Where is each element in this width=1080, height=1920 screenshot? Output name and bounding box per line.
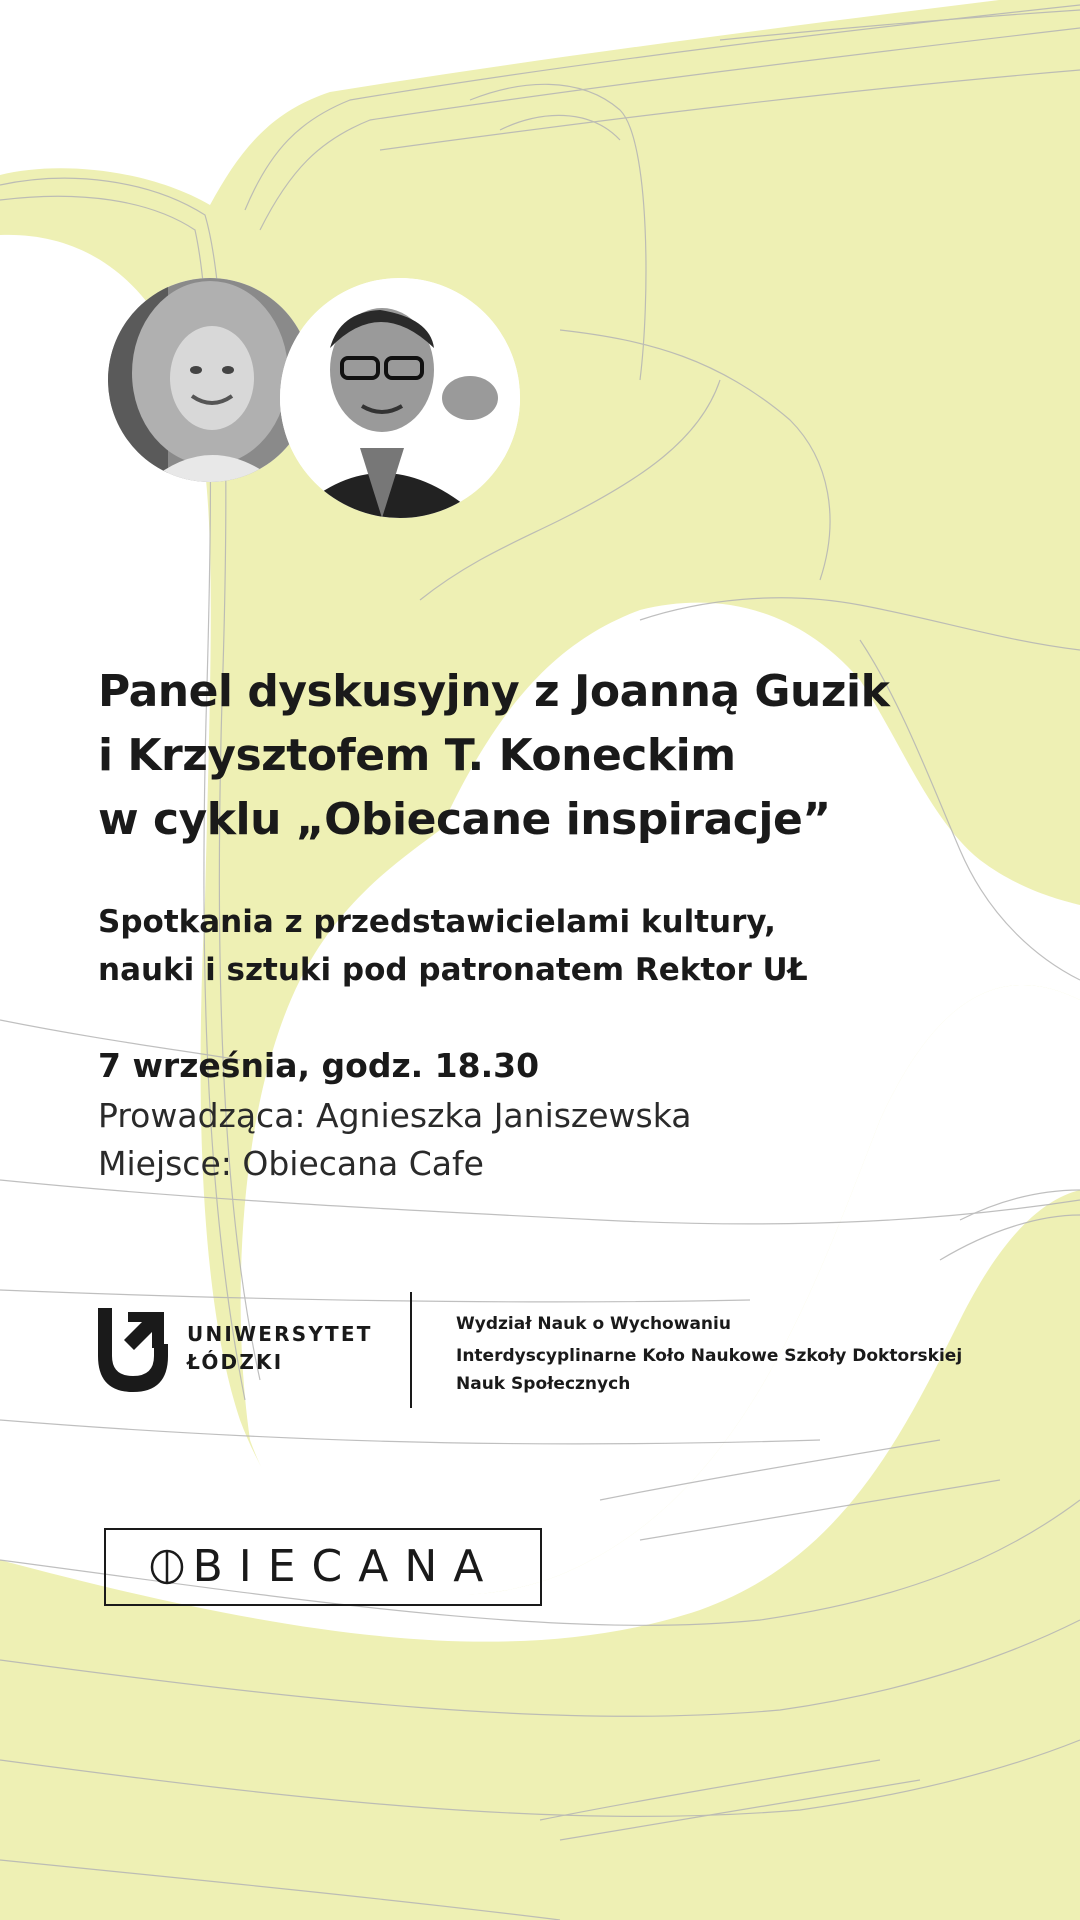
- university-name-line-1: UNIWERSYTET: [187, 1322, 373, 1346]
- obiecana-logo-text: BIECANA: [192, 1541, 500, 1592]
- subtitle-line-2: nauki i sztuki pod patronatem Rektor UŁ: [98, 952, 808, 988]
- event-subtitle: [98, 898, 998, 994]
- obiecana-mark-icon: [147, 1549, 187, 1585]
- event-host: Prowadząca: Agnieszka Janiszewska: [98, 1096, 692, 1135]
- event-date: 7 września, godz. 18.30: [98, 1046, 540, 1085]
- title-line-1: Panel dyskusyjny z Joanną Guzik: [98, 666, 890, 717]
- logo-divider: [410, 1292, 412, 1408]
- department-info: [456, 1310, 962, 1398]
- event-title: [98, 660, 998, 852]
- department-line-1: Wydział Nauk o Wychowaniu: [456, 1314, 731, 1334]
- department-line-2: Interdyscyplinarne Koło Naukowe Szkoły Doktorskiej: [456, 1346, 963, 1366]
- portrait-krzysztof-koneckim: [280, 278, 520, 518]
- subtitle-line-1: Spotkania z przedstawicielami kultury,: [98, 904, 776, 940]
- department-line-3: Nauk Społecznych: [456, 1374, 631, 1394]
- event-place: Miejsce: Obiecana Cafe: [98, 1144, 484, 1183]
- university-name: [187, 1320, 373, 1376]
- university-name-line-2: ŁÓDZKI: [187, 1350, 284, 1374]
- title-line-3: w cyklu „Obiecane inspiracje”: [98, 794, 831, 845]
- university-of-lodz-logo-icon: [98, 1308, 168, 1392]
- title-line-2: i Krzysztofem T. Koneckim: [98, 730, 736, 781]
- obiecana-logo: [104, 1528, 542, 1606]
